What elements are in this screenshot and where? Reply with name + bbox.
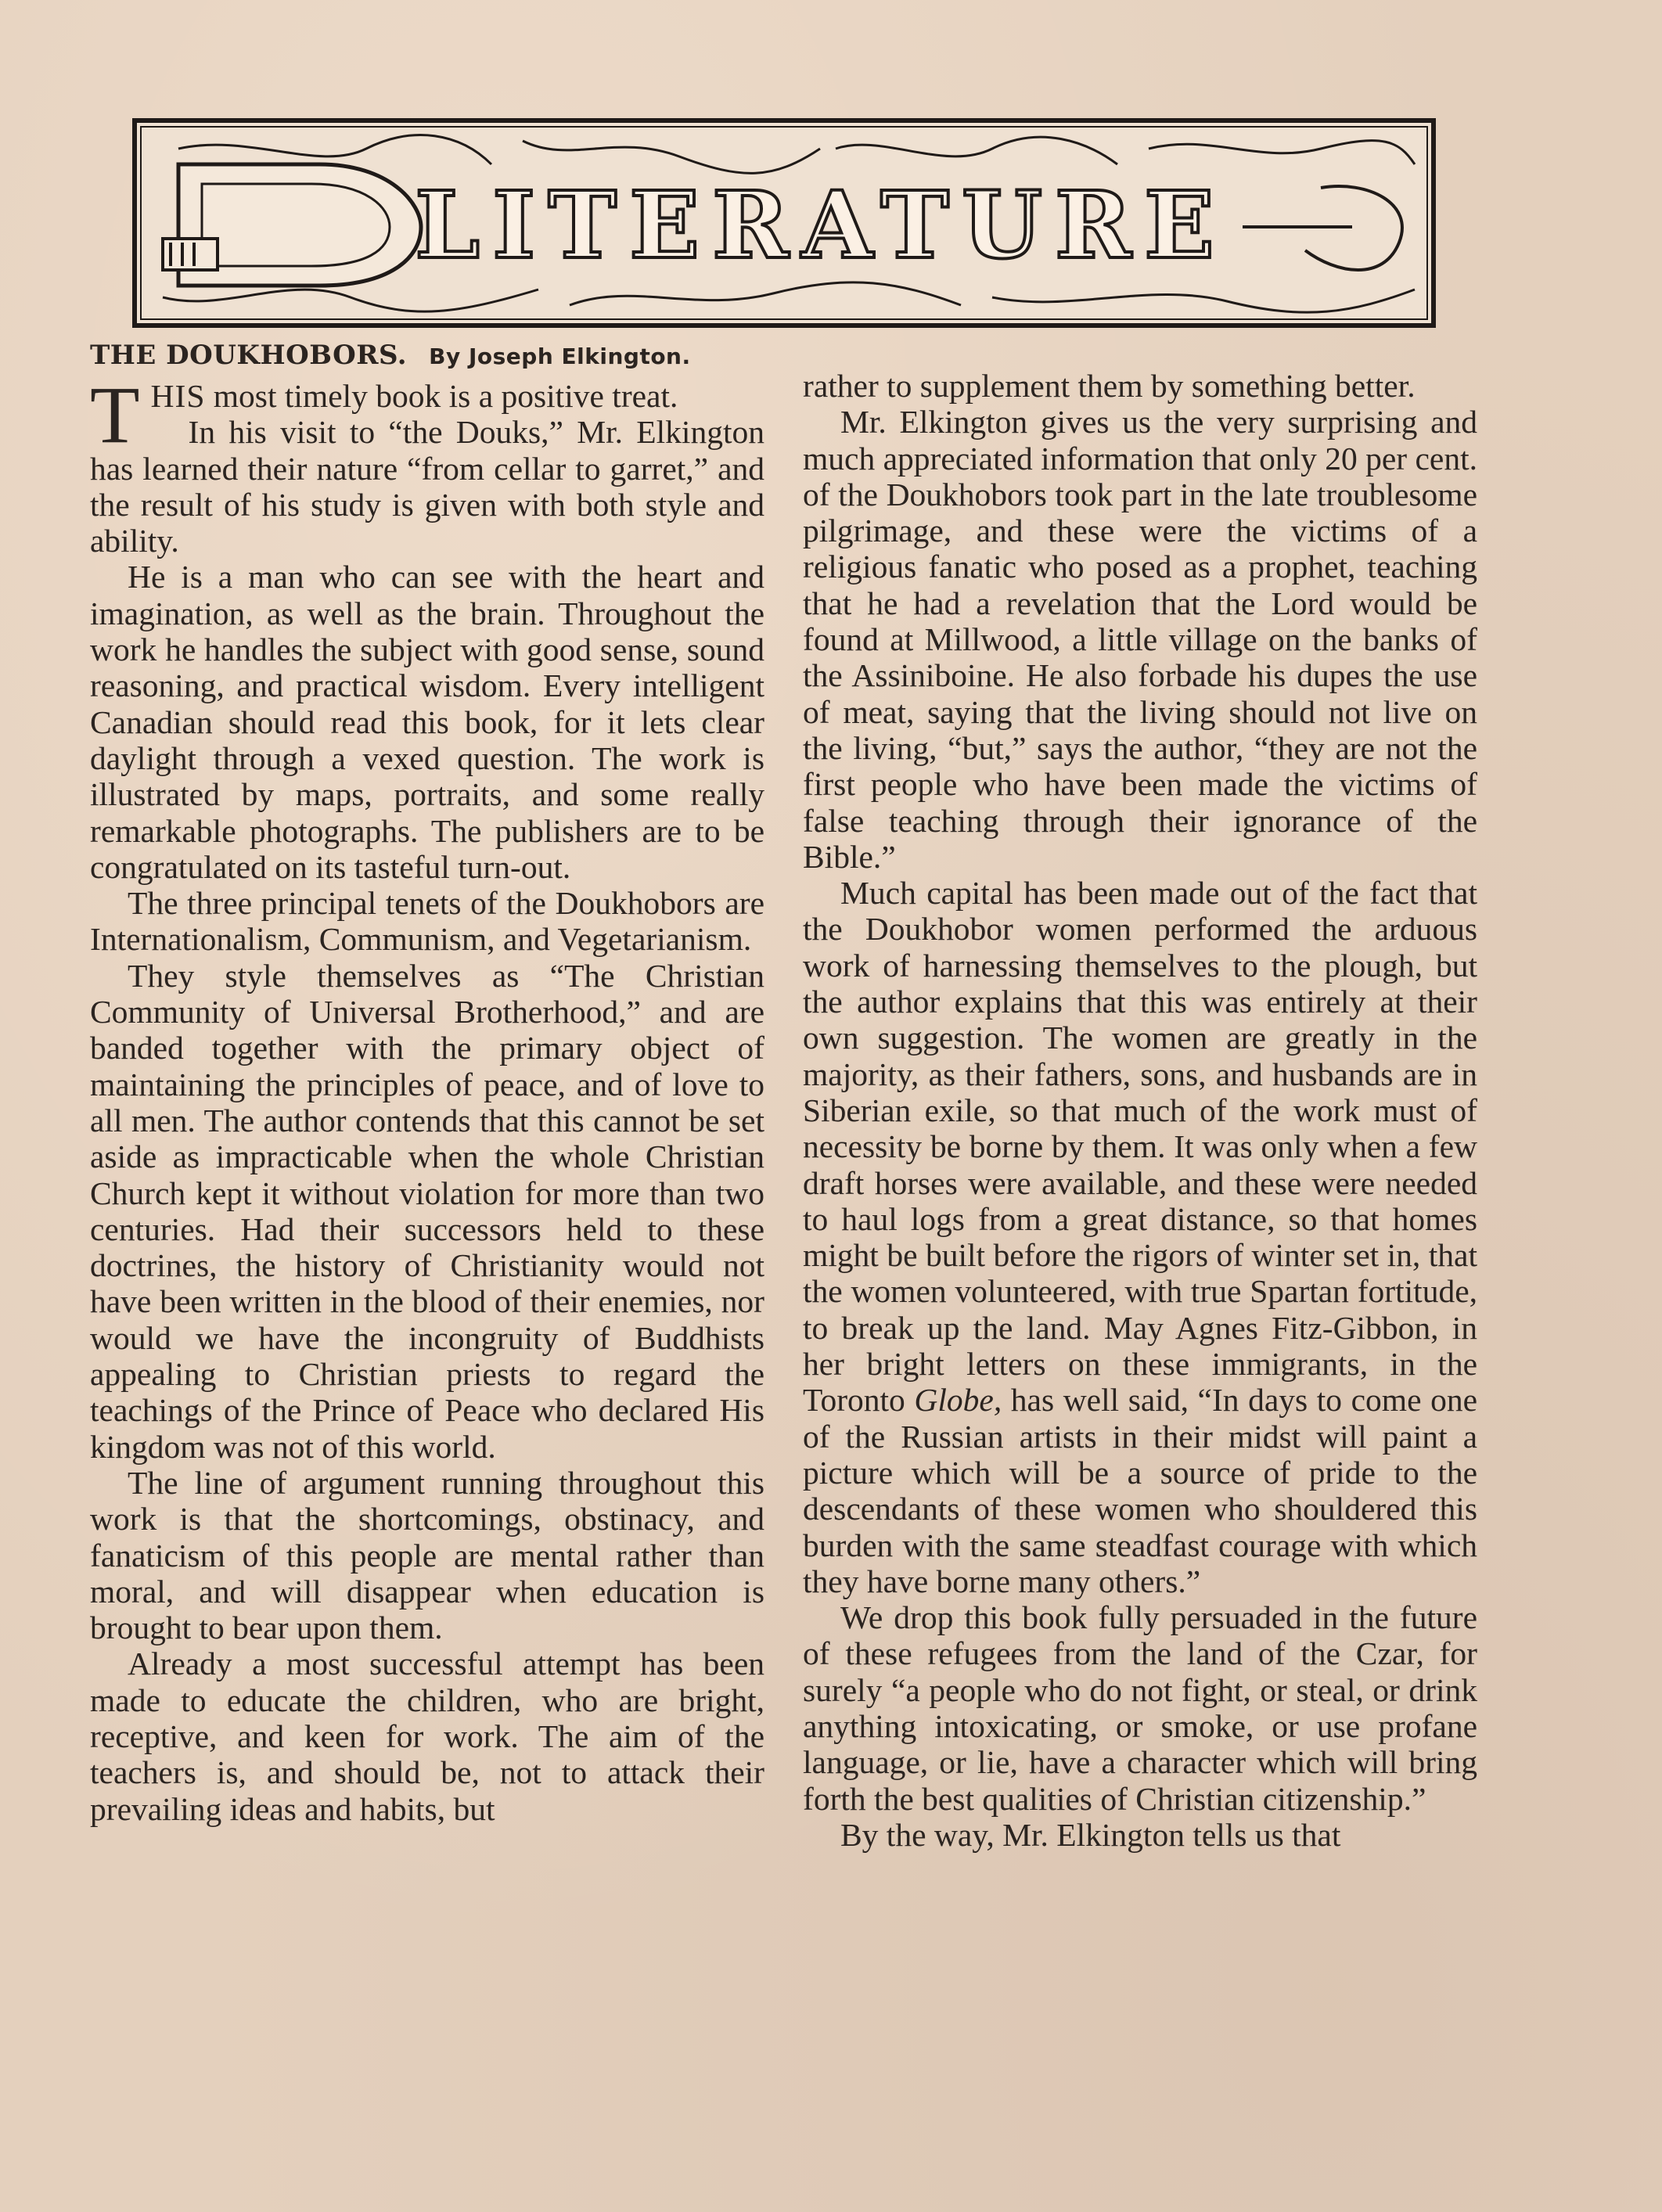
paragraph: He is a man who can see with the heart and imagination, as well as the brain. Throughout the work he handles the subject with good sense, sound reasoning, and practical wisdom. Every intelligent Canadian should read this book, for it lets clear daylight through a vexed question. The work is illustrated by maps, portraits, and some really remarkable photographs. The publishers are to be congratulated on its tasteful turn-out. (90, 559, 764, 885)
paragraph: By the way, Mr. Elkington tells us that (840, 1816, 1341, 1853)
paragraph: We drop this book fully persuaded in the future of these refugees from the land of the Czar, for surely “a people who do not fight, or steal, or drink anything intoxicating, or smoke, or use profane language, or lie, have a character which will bring forth the best qualities of Christian citizenship.” (803, 1599, 1477, 1817)
paragraph: Mr. Elkington gives us the very surprising and much appreciated information that only 20 per cent. of the Doukhobors took part in the late troublesome pilgrimage, and these were the victims of a religious fanatic who posed as a prophet, teaching that he had a revelation that the Lord would be found at Millwood, a little village on the banks of the Assiniboine. He also forbade his dupes the use of meat, saying that the living should not live on the living, “but,” says the author, “they are not the first people who have been made the victims of false teaching through their ignorance of the Bible.” (803, 404, 1477, 875)
paragraph-text: Much capital has been made out of the fact that the Doukhobor women performed the arduous work of harnessing themselves to the plough, but the author explains that this was entirely at their own suggestion. The women are greatly in the majority, as their fathers, sons, and husbands are in Siberian exile, so that much of the work must of necessity be borne by them. It was only when a few draft horses were available, and these were needed to haul logs from a great distance, so that homes might be built before the rigors of winter set in, that the women volunteered, with true Spartan fortitude, to break up the land. May Agnes Fitz-Gibbon, in her bright letters on these immigrants, in the Toronto (803, 875, 1477, 1419)
paragraph: They style themselves as “The Christian Community of Universal Brotherhood,” and are banded together with the primary object of maintaining the principles of peace, and of love to all men. The author contends that this cannot be set aside as impracticable when the whole Christian Church kept it without violation for more than two centuries. Had their successors held to these doctrines, the history of Christianity would not have been written in the blood of their enemies, nor would we have the incongruity of Buddhists appealing to Christian priests to regard the teachings of the Prince of Peace who declared His kingdom was not of this world. (90, 957, 764, 1465)
paragraph: The line of argument running throughout this work is that the shortcomings, obstinacy, and fanaticism of this people are mental rather than moral, and will disappear when education is brought to bear upon them. (90, 1464, 764, 1646)
paragraph: Already a most successful attempt has been made to educate the children, who are bright, receptive, and keen for work. The aim of the teachers is, and should be, not to attack their prevailing ideas and habits, but (90, 1646, 764, 1827)
article-title: THE DOUKHOBORS. (90, 340, 408, 371)
left-column (90, 336, 764, 1827)
paragraph (803, 875, 1477, 1599)
opening-caps: HIS (150, 378, 206, 414)
article-byline: By Joseph Elkington. (429, 343, 691, 369)
globe-newspaper-name: Globe, (914, 1382, 1002, 1419)
right-column (803, 368, 1477, 1853)
paragraph: The three principal tenets of the Doukhobors are Internationalism, Communism, and Vegetarianism. (90, 885, 764, 958)
literature-banner (131, 117, 1440, 333)
paragraph-text: has well said, “In days to come one of the Russian artists in their midst will paint a picture which will be a source of pride to the descendants of these women who shouldered this burden with the same steadfast courage with which they have borne many others.” (803, 1382, 1478, 1599)
continued-paragraph: rather to supplement them by something better. (803, 368, 1416, 404)
paragraph: In his visit to “the Douks,” Mr. Elkington has learned their nature “from cellar to garret,” and the result of his study is given with both style and ability. (90, 414, 764, 559)
banner-title: LITERATURE (415, 171, 1227, 279)
opening-text: most timely book is a positive treat. (205, 378, 678, 414)
drop-cap: T (90, 370, 140, 460)
opening-paragraph (90, 370, 764, 460)
article-heading (90, 336, 764, 375)
